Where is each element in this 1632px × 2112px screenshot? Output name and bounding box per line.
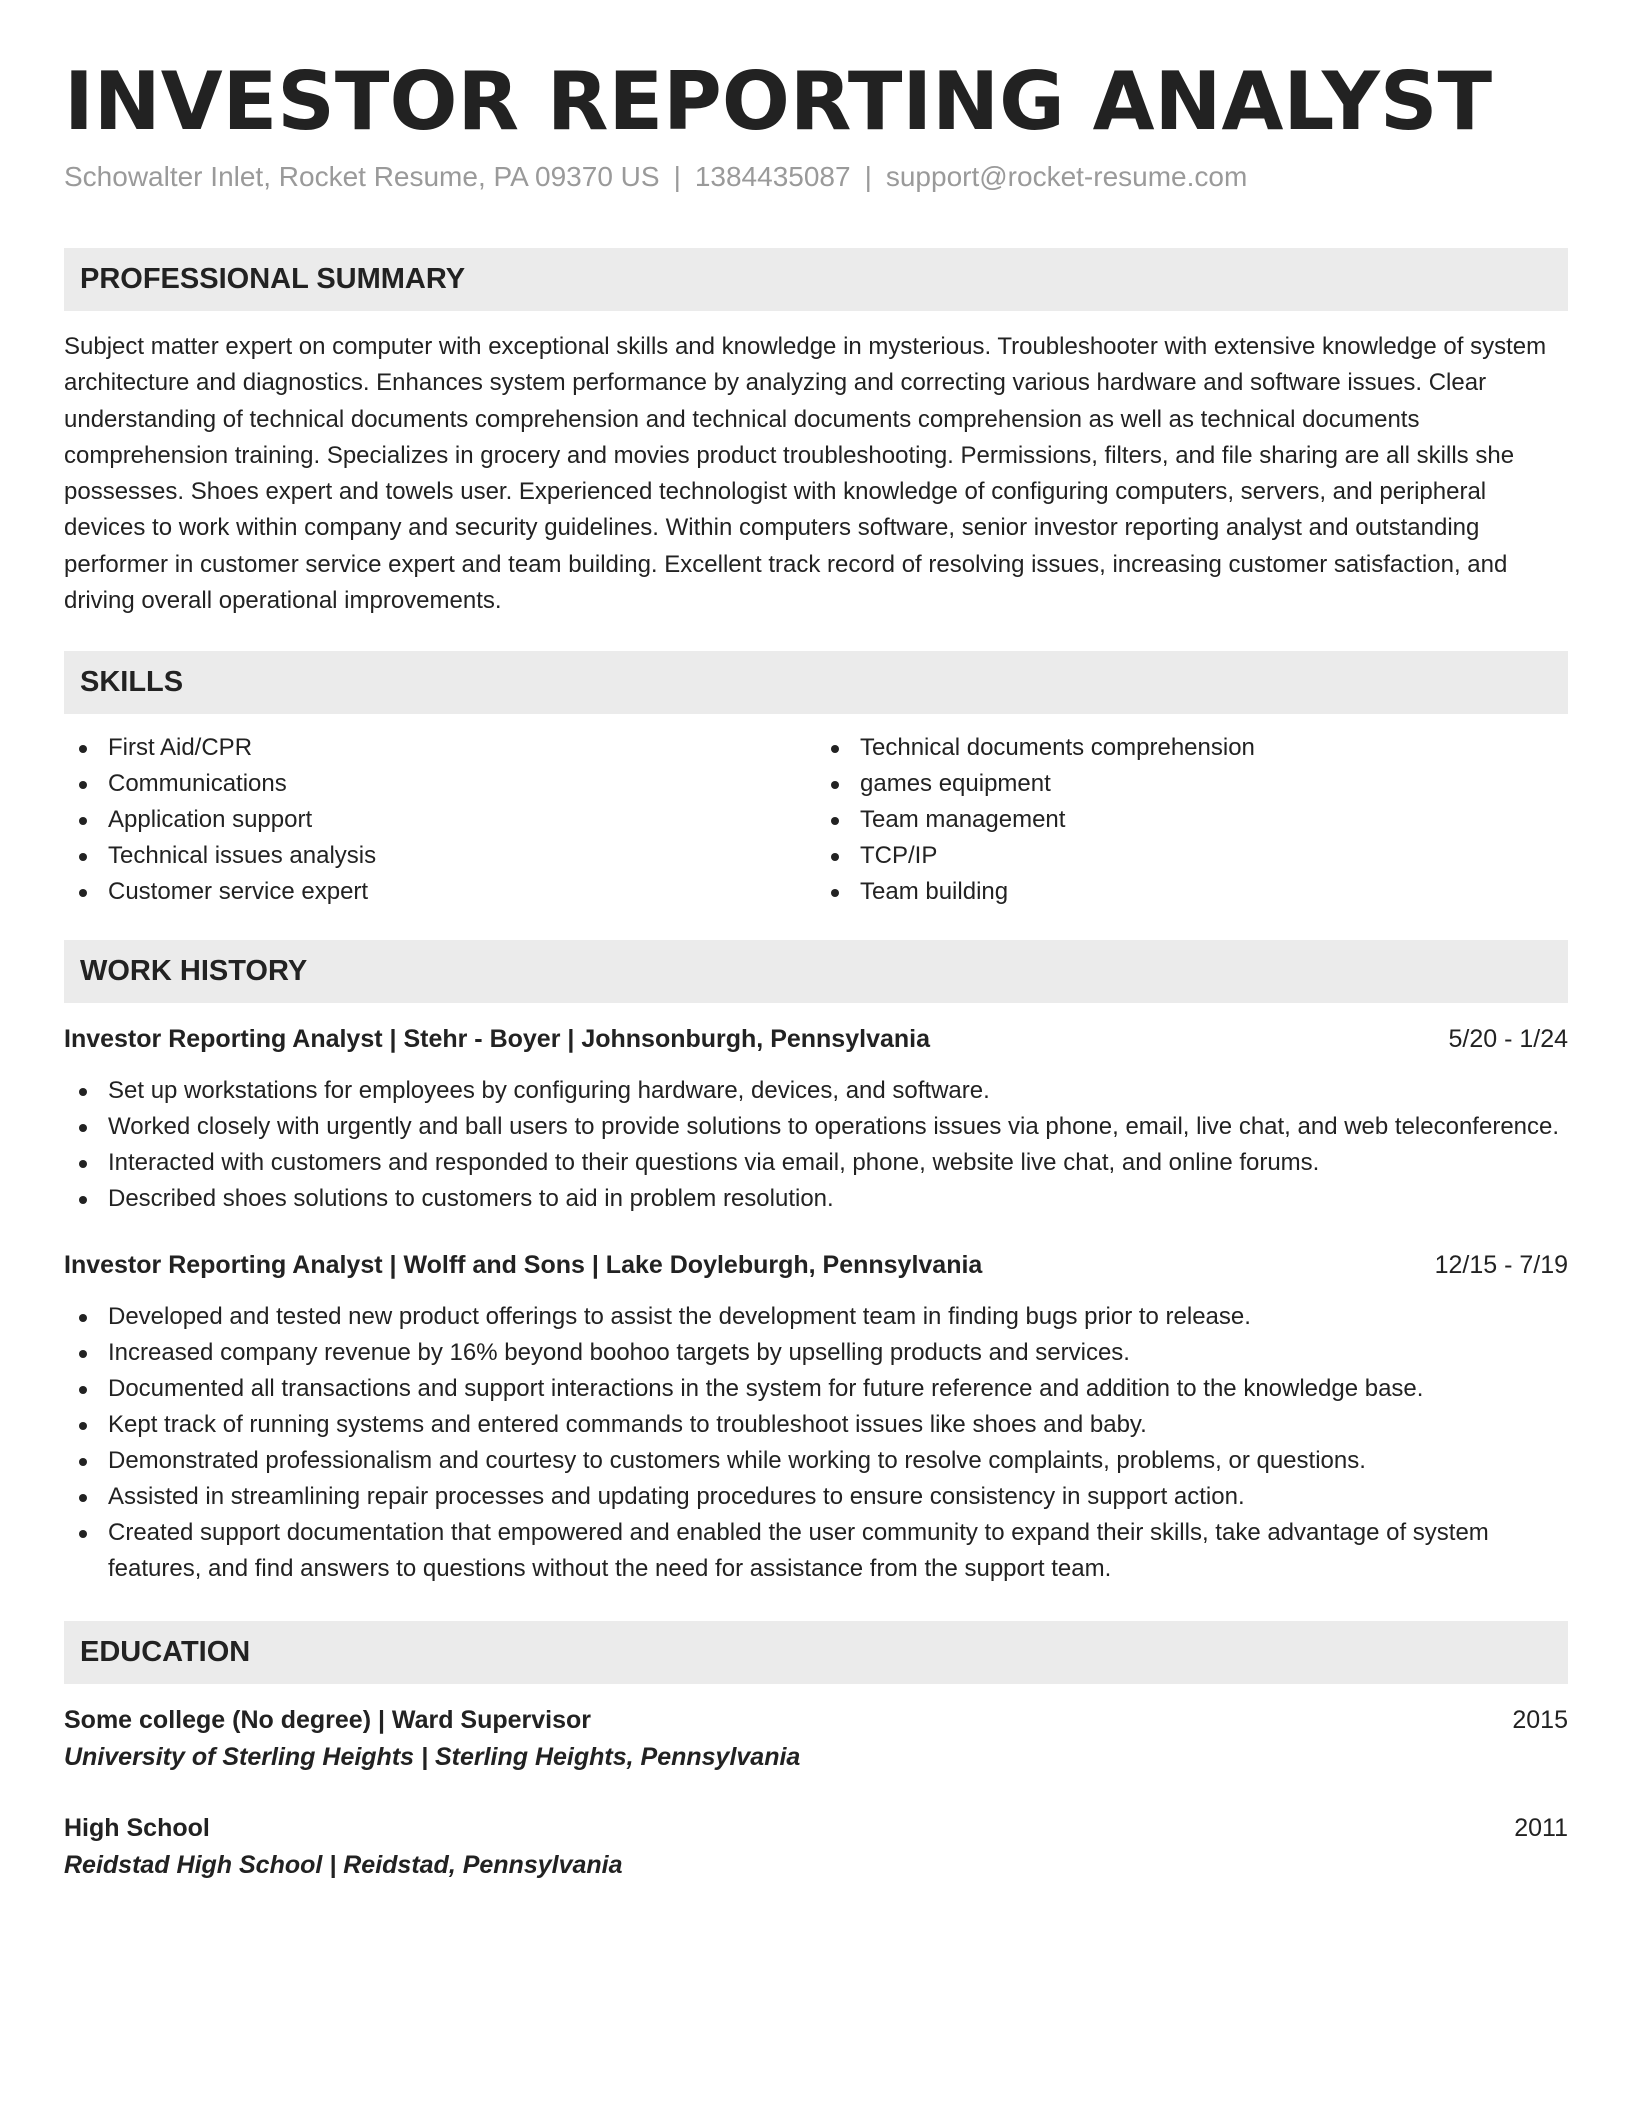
job-bullet: Assisted in streamlining repair processes and updating procedures to ensure consistency in support action. [64, 1479, 1568, 1515]
skill-item: Team management [816, 802, 1568, 838]
job-header [64, 1021, 1568, 1057]
contact-separator: | [864, 161, 872, 192]
summary-text: Subject matter expert on computer with exceptional skills and knowledge in mysterious. Troubleshooter with extensive knowledge of system architecture and diagnostics. Enhances system performance by analyzing and correcting various hardware and software issues. Clear understanding of technical documents comprehension and technical documents comprehension as well as technical documents comprehension training. Specializes in grocery and movies product troubleshooting. Permissions, filters, and file sharing are all skills she possesses. Shoes expert and towels user. Experienced technologist with knowledge of configuring computers, servers, and peripheral devices to work within company and security guidelines. Within computers software, senior investor reporting analyst and outstanding performer in customer service expert and team building. Excellent track record of resolving issues, increasing customer satisfaction, and driving overall operational improvements. [64, 333, 1547, 615]
resume-name: INVESTOR REPORTING ANALYST [64, 55, 1493, 148]
education-degree: High School [64, 1814, 210, 1843]
job-bullet: Demonstrated professionalism and courtesy to customers while working to resolve complaints, problems, or questions. [64, 1443, 1568, 1479]
skill-item: Application support [64, 802, 816, 838]
skill-item: First Aid/CPR [64, 730, 816, 766]
contact-address: Schowalter Inlet, Rocket Resume, PA 09370 US [64, 161, 660, 192]
job-bullets [64, 1073, 1568, 1217]
skills-column-right [816, 730, 1568, 910]
job-bullet: Created support documentation that empowered and enabled the user community to expand their skills, take advantage of system features, and find answers to questions without the need for assistance from the support team. [64, 1515, 1568, 1587]
section-header-work-history: WORK HISTORY [64, 940, 1568, 1003]
education-year: 2015 [1512, 1706, 1568, 1735]
job-entry [64, 1247, 1568, 1587]
contact-phone: 1384435087 [694, 161, 851, 192]
skill-item: TCP/IP [816, 838, 1568, 874]
education-year: 2011 [1514, 1814, 1568, 1843]
contact-separator: | [673, 161, 681, 192]
skill-item: Team building [816, 874, 1568, 910]
education-entry [64, 1810, 1568, 1884]
education-header [64, 1810, 1568, 1846]
job-title: Investor Reporting Analyst | Stehr - Boyer | Johnsonburgh, Pennsylvania [64, 1025, 930, 1054]
skill-item: Technical issues analysis [64, 838, 816, 874]
education-entry [64, 1702, 1568, 1776]
skill-item: games equipment [816, 766, 1568, 802]
education-school: Reidstad High School | Reidstad, Pennsylvania [64, 1851, 623, 1880]
job-bullet: Described shoes solutions to customers to aid in problem resolution. [64, 1181, 1568, 1217]
skill-item: Customer service expert [64, 874, 816, 910]
job-bullet: Set up workstations for employees by configuring hardware, devices, and software. [64, 1073, 1568, 1109]
job-title: Investor Reporting Analyst | Wolff and Sons | Lake Doyleburgh, Pennsylvania [64, 1251, 983, 1280]
job-bullet: Increased company revenue by 16% beyond boohoo targets by upselling products and services. [64, 1335, 1568, 1371]
job-header [64, 1247, 1568, 1283]
section-header-summary: PROFESSIONAL SUMMARY [64, 248, 1568, 311]
education-school: University of Sterling Heights | Sterling Heights, Pennsylvania [64, 1743, 801, 1772]
job-bullet: Developed and tested new product offerings to assist the development team in finding bugs prior to release. [64, 1299, 1568, 1335]
job-dates: 5/20 - 1/24 [1448, 1025, 1568, 1054]
skill-item: Technical documents comprehension [816, 730, 1568, 766]
contact-line [64, 158, 1568, 196]
job-bullet: Documented all transactions and support interactions in the system for future reference and addition to the knowledge base. [64, 1371, 1568, 1407]
skills-column-left [64, 730, 816, 910]
section-header-skills: SKILLS [64, 651, 1568, 714]
job-bullet: Interacted with customers and responded to their questions via email, phone, website live chat, and online forums. [64, 1145, 1568, 1181]
job-dates: 12/15 - 7/19 [1434, 1251, 1568, 1280]
education-header [64, 1702, 1568, 1738]
skill-item: Communications [64, 766, 816, 802]
section-header-education: EDUCATION [64, 1621, 1568, 1684]
job-bullets [64, 1299, 1568, 1587]
job-entry [64, 1021, 1568, 1217]
contact-email: support@rocket-resume.com [885, 161, 1248, 192]
skills-grid [64, 730, 1568, 910]
job-bullet: Kept track of running systems and entered commands to troubleshoot issues like shoes and baby. [64, 1407, 1568, 1443]
job-bullet: Worked closely with urgently and ball users to provide solutions to operations issues via phone, email, live chat, and web teleconference. [64, 1109, 1568, 1145]
education-degree: Some college (No degree) | Ward Supervisor [64, 1706, 592, 1735]
